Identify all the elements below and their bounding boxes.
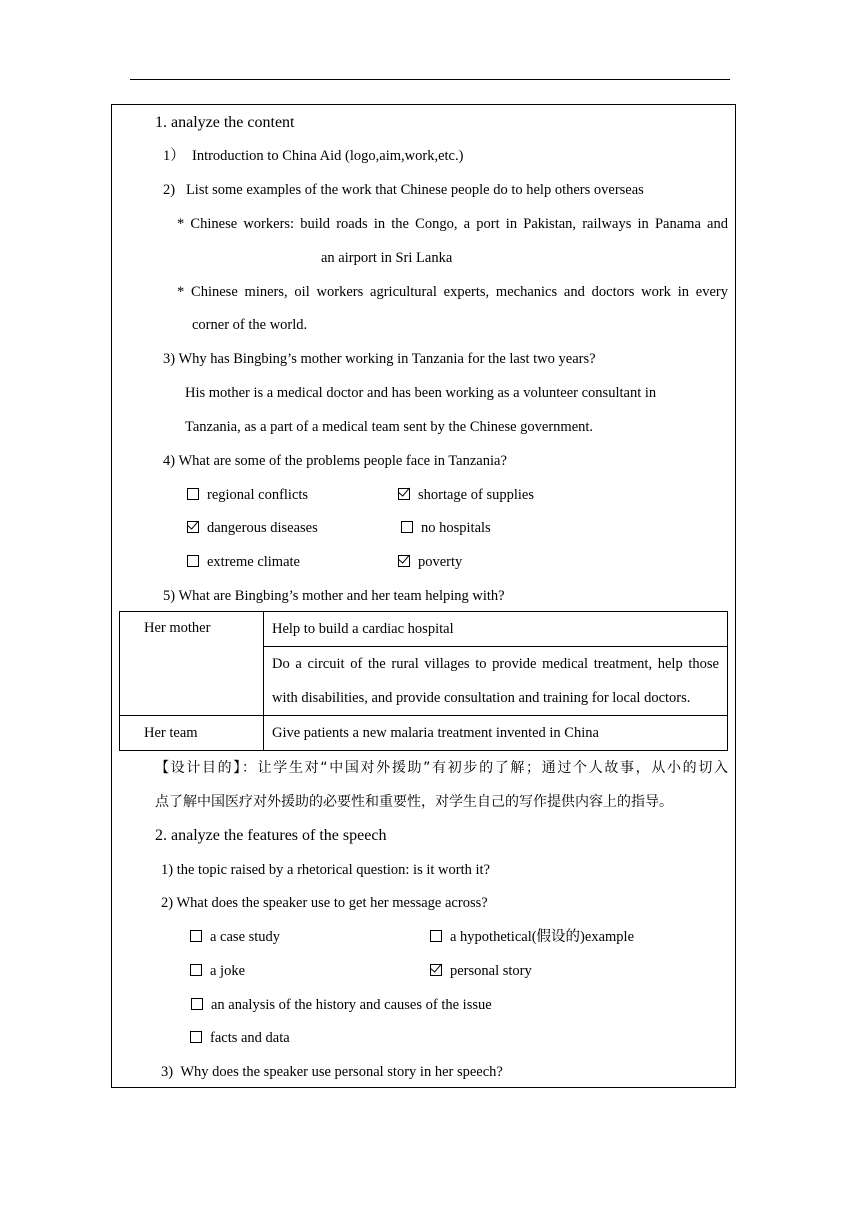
q4-text: 4) What are some of the problems people face in Tanzania?: [163, 453, 507, 469]
s2-option-personal-story[interactable]: personal story: [430, 962, 532, 980]
q1-text: Introduction to China Aid (logo,aim,work,etc.): [192, 148, 464, 164]
s2-q1-text: 1) the topic raised by a rhetorical question: is it worth it?: [161, 862, 490, 878]
design-purpose-line1: 【设计目的】：让学生对“中国对外援助”有初步的了解；通过个人故事，从小的切入: [155, 760, 728, 776]
checkbox-icon: [187, 488, 199, 500]
q2-bullet2-line2: corner of the world.: [192, 317, 308, 333]
s2-option-facts-data[interactable]: facts and data: [190, 1029, 290, 1047]
checked-checkbox-icon: [398, 488, 410, 500]
q4-option-no-hospitals[interactable]: no hospitals: [401, 519, 491, 537]
s2-option-history-analysis[interactable]: an analysis of the history and causes of the issue: [191, 996, 492, 1014]
header-rule: [130, 79, 730, 80]
table-row: [120, 612, 728, 647]
q2-text: 2) List some examples of the work that Chinese people do to help others overseas: [163, 182, 644, 198]
q4-option-poverty[interactable]: poverty: [398, 553, 462, 571]
checkbox-icon: [190, 930, 202, 942]
q3-answer-line1: His mother is a medical doctor and has been working as a volunteer consultant in: [185, 385, 657, 401]
mother-item2-cell: Do a circuit of the rural villages to provide medical treatment, help those with disabilities, and provide consultation and training for local doctors.: [264, 647, 728, 716]
q5-text: 5) What are Bingbing’s mother and her team helping with?: [163, 588, 505, 604]
section1-title: 1. analyze the content: [155, 114, 295, 131]
s2-option-hypothetical-example[interactable]: a hypothetical(假设的)example: [430, 928, 634, 946]
s2-q3-text: 3) Why does the speaker use personal story in her speech?: [161, 1064, 503, 1080]
q4-option-shortage-of-supplies[interactable]: shortage of supplies: [398, 486, 534, 504]
s2-option-case-study[interactable]: a case study: [190, 928, 280, 946]
s2-option-joke[interactable]: a joke: [190, 962, 245, 980]
checkbox-icon: [190, 1031, 202, 1043]
q4-option-dangerous-diseases[interactable]: dangerous diseases: [187, 519, 318, 537]
q3-text: 3) Why has Bingbing’s mother working in Tanzania for the last two years?: [163, 351, 596, 367]
table-row: [120, 716, 728, 751]
mother-label-cell: Her mother: [120, 612, 264, 716]
checkbox-icon: [187, 555, 199, 567]
checkbox-icon: [401, 521, 413, 533]
checked-checkbox-icon: [430, 964, 442, 976]
q4-option-regional-conflicts[interactable]: regional conflicts: [187, 486, 308, 504]
q4-option-extreme-climate[interactable]: extreme climate: [187, 553, 300, 571]
q2-bullet1-line1: * Chinese workers: build roads in the Congo, a port in Pakistan, railways in Panama and: [177, 216, 728, 232]
mother-item1-cell: Help to build a cardiac hospital: [264, 612, 728, 647]
team-label-cell: Her team: [120, 716, 264, 751]
checkbox-icon: [191, 998, 203, 1010]
checked-checkbox-icon: [398, 555, 410, 567]
checked-checkbox-icon: [187, 521, 199, 533]
q2-bullet1-line2: an airport in Sri Lanka: [321, 250, 453, 266]
q3-answer-line2: Tanzania, as a part of a medical team sent by the Chinese government.: [185, 419, 594, 435]
checkbox-icon: [190, 964, 202, 976]
checkbox-icon: [430, 930, 442, 942]
section2-title: 2. analyze the features of the speech: [155, 827, 387, 844]
design-purpose-line2: 点了解中国医疗对外援助的必要性和重要性，对学生自己的写作提供内容上的指导。: [155, 794, 673, 810]
team-item1-cell: Give patients a new malaria treatment invented in China: [264, 716, 728, 751]
help-table: [119, 611, 728, 751]
q2-bullet2-line1: * Chinese miners, oil workers agricultural experts, mechanics and doctors work in every: [177, 284, 728, 300]
s2-q2-text: 2) What does the speaker use to get her message across?: [161, 895, 488, 911]
q1-number: 1）: [163, 148, 185, 164]
